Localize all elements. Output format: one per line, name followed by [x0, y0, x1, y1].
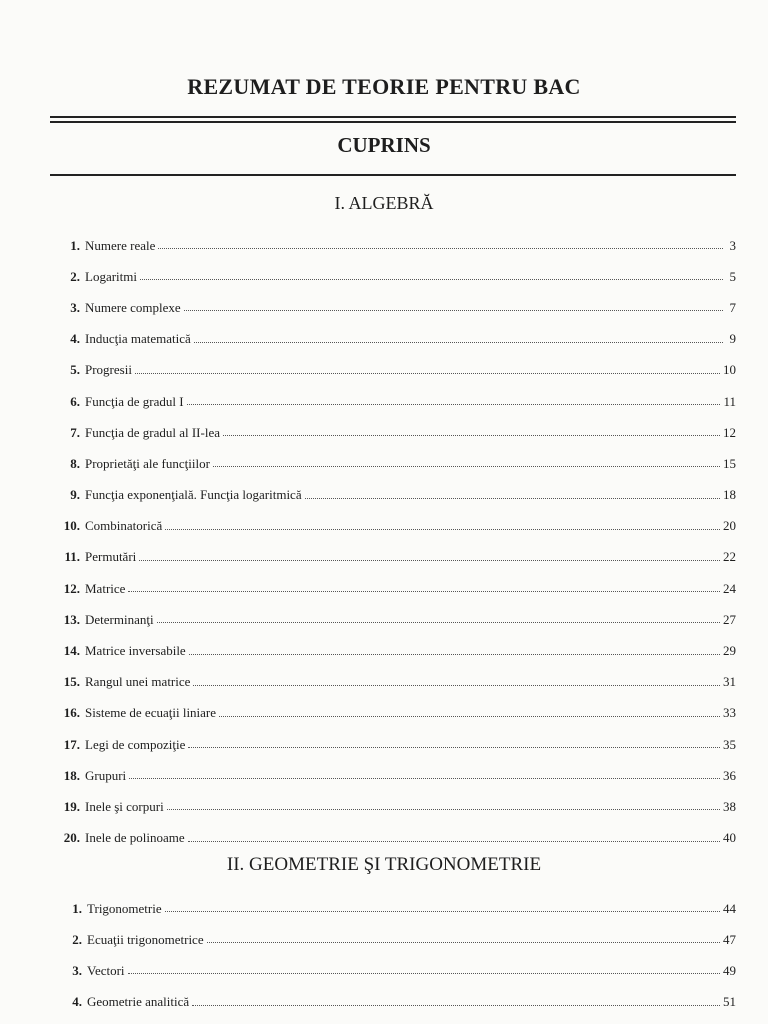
toc-dot-leader	[192, 1005, 720, 1006]
section-heading-algebra: I. ALGEBRĂ	[334, 193, 434, 213]
toc-entry-number: 4.	[72, 994, 82, 1010]
toc-entry-title: Grupuri	[85, 767, 127, 783]
toc-entry-title: Legi de compoziţie	[85, 736, 186, 752]
toc-dot-leader	[140, 279, 723, 280]
toc-entry[interactable]	[50, 386, 736, 417]
toc-list-algebra	[50, 230, 736, 854]
toc-entry-number: 3.	[70, 299, 80, 315]
toc-entry-page-number: 38	[723, 798, 736, 814]
toc-dot-leader	[207, 942, 720, 943]
toc-entry-page-number: 27	[723, 611, 736, 627]
toc-entry[interactable]	[50, 448, 736, 479]
toc-entry-title: Ecuaţii trigonometrice	[87, 931, 204, 947]
toc-dot-leader	[305, 498, 720, 499]
toc-entry[interactable]	[50, 292, 736, 323]
toc-entry[interactable]	[50, 542, 736, 573]
toc-entry-title: Numere reale	[85, 237, 156, 253]
toc-entry-number: 10.	[63, 518, 80, 534]
toc-entry-number: 8.	[70, 455, 80, 471]
toc-entry-title: Determinanţi	[85, 611, 154, 627]
toc-entry[interactable]	[50, 480, 736, 511]
toc-entry-page-number: 12	[723, 424, 736, 440]
toc-entry-page-number: 20	[723, 518, 736, 534]
toc-entry-number: 16.	[63, 705, 80, 721]
toc-entry-title: Funcţia de gradul I	[85, 393, 184, 409]
toc-entry-page-number: 36	[723, 767, 736, 783]
toc-dot-leader	[128, 591, 720, 592]
toc-dot-leader	[194, 342, 723, 343]
toc-dot-leader	[223, 435, 720, 436]
toc-dot-leader	[158, 248, 723, 249]
toc-entry-title: Inele şi corpuri	[85, 798, 164, 814]
toc-entry[interactable]	[50, 667, 736, 698]
toc-entry-title: Matrice	[85, 580, 126, 596]
toc-entry-number: 2.	[70, 268, 80, 284]
contents-rule	[50, 174, 736, 176]
toc-entry-number: 12.	[63, 580, 80, 596]
toc-dot-leader	[165, 911, 720, 912]
toc-entry[interactable]	[50, 355, 736, 386]
toc-dot-leader	[213, 466, 720, 467]
toc-entry-title: Inele de polinoame	[85, 830, 185, 846]
toc-entry-title: Funcţia exponenţială. Funcţia logaritmică	[85, 487, 302, 503]
toc-entry-number: 6.	[70, 393, 80, 409]
toc-entry-number: 13.	[63, 611, 80, 627]
toc-entry[interactable]	[50, 924, 736, 955]
toc-entry-page-number: 5	[729, 268, 736, 284]
toc-entry[interactable]	[50, 417, 736, 448]
toc-entry-page-number: 11	[723, 393, 736, 409]
toc-entry-title: Matrice inversabile	[85, 643, 186, 659]
toc-dot-leader	[184, 310, 723, 311]
toc-entry-page-number: 7	[729, 299, 736, 315]
toc-dot-leader	[193, 685, 720, 686]
toc-entry-title: Proprietăţi ale funcţiilor	[85, 455, 210, 471]
toc-entry[interactable]	[50, 791, 736, 822]
toc-entry-title: Combinatorică	[85, 518, 163, 534]
toc-entry[interactable]	[50, 823, 736, 854]
toc-entry-number: 3.	[72, 962, 82, 978]
toc-dot-leader	[219, 716, 720, 717]
toc-dot-leader	[128, 973, 720, 974]
section-heading-geometry: II. GEOMETRIE ŞI TRIGONOMETRIE	[226, 854, 542, 875]
toc-entry[interactable]	[50, 604, 736, 635]
toc-entry[interactable]	[50, 635, 736, 666]
toc-entry-page-number: 9	[729, 331, 736, 347]
toc-entry[interactable]	[50, 760, 736, 791]
toc-dot-leader	[189, 654, 720, 655]
toc-entry-number: 14.	[63, 643, 80, 659]
toc-entry[interactable]	[50, 987, 736, 1018]
toc-entry-number: 9.	[70, 487, 80, 503]
toc-entry-page-number: 15	[723, 455, 736, 471]
toc-entry[interactable]	[50, 698, 736, 729]
toc-entry-page-number: 18	[723, 487, 736, 503]
toc-dot-leader	[188, 747, 720, 748]
toc-entry-page-number: 10	[723, 362, 736, 378]
toc-entry[interactable]	[50, 729, 736, 760]
toc-entry-page-number: 22	[723, 549, 736, 565]
toc-entry-page-number: 44	[723, 900, 736, 916]
toc-entry-number: 1.	[72, 900, 82, 916]
toc-entry-page-number: 24	[723, 580, 736, 596]
toc-dot-leader	[129, 778, 720, 779]
toc-entry-page-number: 29	[723, 643, 736, 659]
toc-entry-number: 4.	[70, 331, 80, 347]
toc-entry[interactable]	[50, 230, 736, 261]
toc-entry-number: 5.	[70, 362, 80, 378]
toc-dot-leader	[188, 841, 720, 842]
toc-entry-page-number: 31	[723, 674, 736, 690]
toc-entry-page-number: 49	[723, 962, 736, 978]
toc-entry-number: 2.	[72, 931, 82, 947]
toc-entry-number: 1.	[70, 237, 80, 253]
toc-entry-page-number: 40	[723, 830, 736, 846]
toc-entry-title: Inducţia matematică	[85, 331, 191, 347]
document-title: REZUMAT DE TEORIE PENTRU BAC	[187, 74, 581, 99]
toc-entry-page-number: 51	[723, 994, 736, 1010]
toc-dot-leader	[167, 809, 720, 810]
toc-entry-number: 7.	[70, 424, 80, 440]
toc-entry-page-number: 33	[723, 705, 736, 721]
toc-dot-leader	[139, 560, 720, 561]
toc-entry-title: Permutări	[85, 549, 137, 565]
title-double-rule-top	[50, 116, 736, 118]
toc-entry[interactable]	[50, 893, 736, 924]
toc-entry-title: Rangul unei matrice	[85, 674, 191, 690]
toc-entry-title: Progresii	[85, 362, 132, 378]
toc-entry-page-number: 47	[723, 931, 736, 947]
toc-entry[interactable]	[50, 261, 736, 292]
toc-entry-number: 18.	[63, 767, 80, 783]
contents-heading: CUPRINS	[337, 133, 431, 157]
toc-entry-title: Numere complexe	[85, 299, 181, 315]
toc-entry-title: Geometrie analitică	[87, 994, 190, 1010]
toc-entry-title: Logaritmi	[85, 268, 137, 284]
title-double-rule-bottom	[50, 121, 736, 123]
toc-entry[interactable]	[50, 955, 736, 986]
toc-entry-number: 17.	[63, 736, 80, 752]
toc-entry-title: Sisteme de ecuaţii liniare	[85, 705, 217, 721]
toc-entry-title: Funcţia de gradul al II-lea	[85, 424, 220, 440]
toc-entry-page-number: 35	[723, 736, 736, 752]
toc-entry-number: 11.	[64, 549, 80, 565]
toc-dot-leader	[157, 622, 720, 623]
toc-entry[interactable]	[50, 324, 736, 355]
toc-entry-title: Trigonometrie	[87, 900, 162, 916]
toc-entry-page-number: 3	[729, 237, 736, 253]
toc-dot-leader	[187, 404, 721, 405]
toc-dot-leader	[165, 529, 720, 530]
toc-entry[interactable]	[50, 511, 736, 542]
toc-dot-leader	[135, 373, 720, 374]
toc-entry-number: 20.	[63, 830, 80, 846]
toc-entry[interactable]	[50, 573, 736, 604]
toc-entry-number: 19.	[63, 798, 80, 814]
toc-entry-title: Vectori	[87, 962, 125, 978]
toc-entry-number: 15.	[63, 674, 80, 690]
toc-list-geometry	[50, 893, 736, 1018]
